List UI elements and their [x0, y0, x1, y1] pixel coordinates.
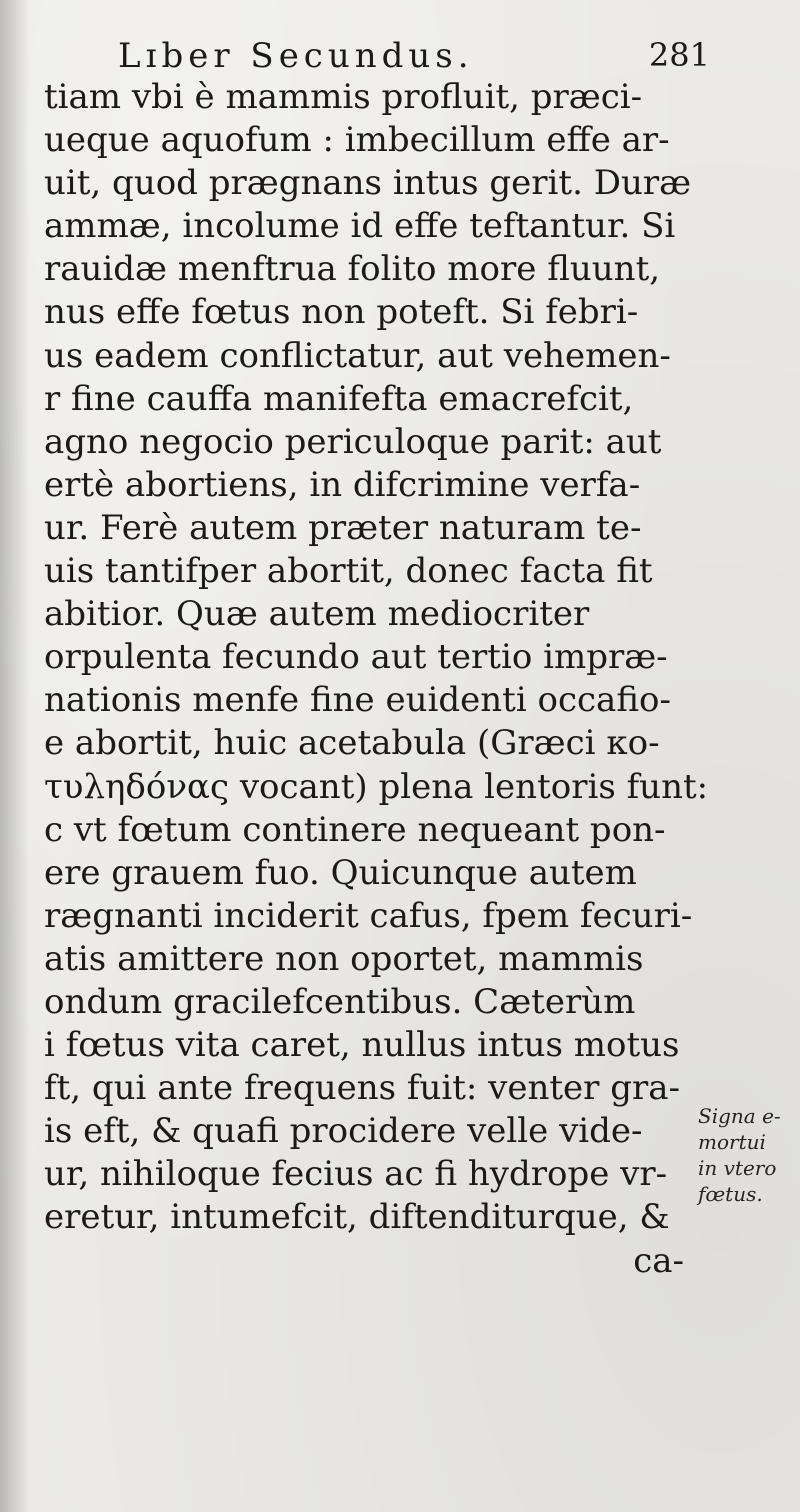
running-head: Lɪber Secundus.	[118, 36, 474, 76]
text-line: r fine cauffa manifefta emacrefcit,	[44, 378, 634, 419]
marginal-note-line: fœtus.	[698, 1182, 763, 1206]
text-line: i fœtus vita caret, nullus intus motus	[44, 1025, 680, 1066]
text-line: rauidæ menftrua folito more fluunt,	[44, 249, 661, 290]
body-text	[44, 76, 709, 1283]
text-line: nus effe fœtus non poteft. Si febri-	[44, 292, 639, 333]
text-line: ere grauem fuo. Quicunque autem	[44, 852, 637, 893]
catchword: ca-	[633, 1240, 684, 1281]
text-line: ammæ, incolume id effe teftantur. Si	[44, 206, 676, 247]
text-line: rægnanti inciderit cafus, fpem fecuri-	[44, 895, 693, 936]
text-line: ur, nihiloque fecius ac fi hydrope vr-	[44, 1154, 668, 1195]
marginal-note-line: mortui	[698, 1130, 766, 1154]
text-line: τυληδόνας vocant) plena lentoris funt:	[44, 766, 709, 807]
text-line: uit, quod prægnans intus gerit. Duræ	[44, 163, 692, 204]
page-number: 281	[648, 36, 710, 74]
text-line: abitior. Quæ autem mediocriter	[44, 594, 590, 635]
text-line: us eadem conflictatur, aut vehemen-	[44, 335, 671, 376]
text-line: tiam vbi è mammis profluit, præci-	[44, 77, 643, 117]
text-line: is eft, & quafi procidere velle vide-	[44, 1111, 643, 1152]
text-line: e abortit, huic acetabula (Græci κο-	[44, 723, 660, 764]
text-line: uis tantifper abortit, donec facta fit	[44, 551, 653, 592]
text-line: ft, qui ante frequens fuit: venter gra-	[44, 1068, 680, 1109]
text-line: agno negocio periculoque parit: aut	[44, 421, 662, 462]
text-line: atis amittere non oportet, mammis	[44, 938, 644, 979]
marginal-note-line: Signa e-	[698, 1104, 781, 1128]
text-line: nationis menfe fine euidenti occafio-	[44, 680, 671, 721]
text-line: eretur, intumefcit, diftenditurque, &	[44, 1197, 670, 1238]
gutter-shadow	[0, 0, 30, 1512]
text-line: orpulenta fecundo aut tertio impræ-	[44, 637, 668, 678]
text-line: ur. Ferè autem præter naturam te-	[44, 507, 642, 548]
text-line: ueque aquofum : imbecillum effe ar-	[44, 120, 670, 161]
text-line: c vt fœtum continere nequeant pon-	[44, 809, 666, 850]
text-line: ertè abortiens, in difcrimine verfa-	[44, 464, 641, 505]
marginal-note	[698, 1103, 794, 1207]
text-line: ondum gracilefcentibus. Cæterùm	[44, 981, 636, 1022]
marginal-note-line: in vtero	[698, 1156, 777, 1180]
